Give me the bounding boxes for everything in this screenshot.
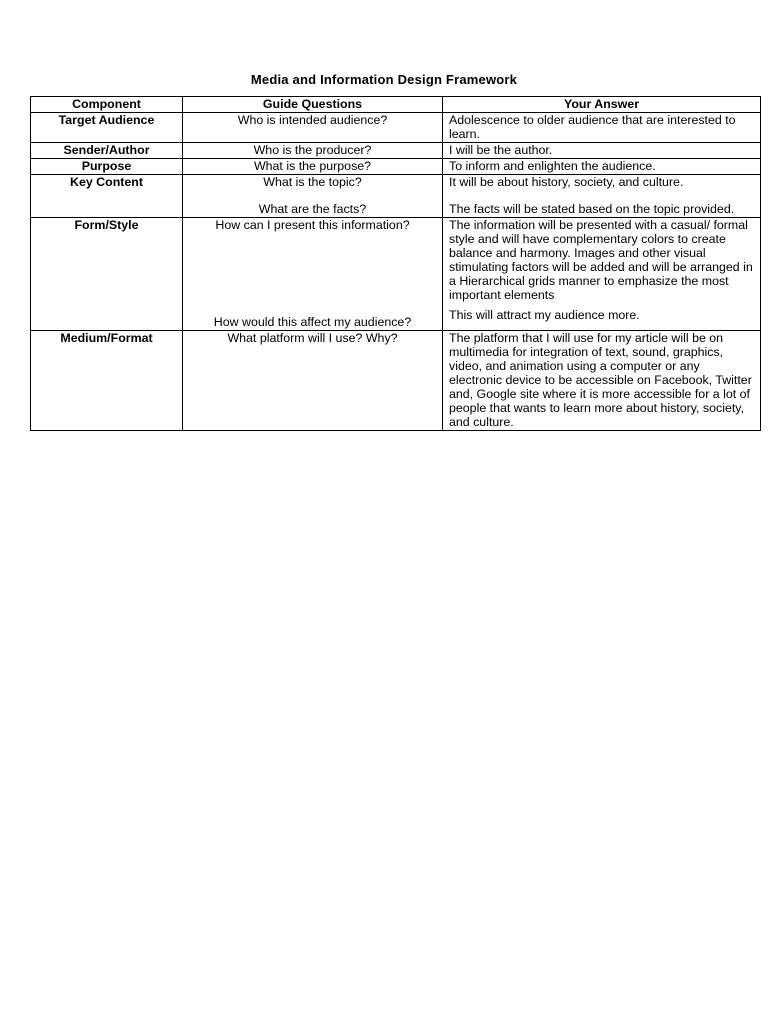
- answer-cell: [443, 331, 761, 431]
- component-cell: Medium/Format: [31, 331, 183, 431]
- guide-question: How can I present this information?: [215, 218, 410, 232]
- answer-text: Adolescence to older audience that are interested to learn.: [449, 113, 736, 141]
- guide-question: Who is intended audience?: [237, 113, 388, 127]
- header-your-answer: Your Answer: [443, 97, 761, 113]
- answer-text: This will attract my audience more.: [449, 308, 640, 322]
- question-cell: [183, 218, 443, 331]
- answer-text: I will be the author.: [449, 143, 553, 157]
- component-cell: Form/Style: [31, 218, 183, 331]
- table-row: [31, 331, 761, 431]
- question-cell: [183, 113, 443, 143]
- answer-cell: [443, 143, 761, 159]
- answer-text: The facts will be stated based on the topic provided.: [449, 202, 735, 216]
- guide-question: What platform will I use? Why?: [227, 331, 398, 345]
- answer-text: The platform that I will use for my article will be on multimedia for integration of text, sound, graphics, video, and animation using a computer or any electronic device to be accessible on Facebook, Twitter and, Google site where it is more accessible for a lot of people that wants to learn more about history, society, and culture.: [449, 331, 752, 429]
- component-cell: Key Content: [31, 175, 183, 218]
- guide-question: What is the topic?: [263, 175, 362, 189]
- answer-text: It will be about history, society, and culture.: [449, 175, 684, 189]
- component-cell: Target Audience: [31, 113, 183, 143]
- answer-cell: [443, 218, 761, 331]
- page-title: Media and Information Design Framework: [250, 72, 518, 87]
- table-row: [31, 113, 761, 143]
- guide-question: What is the purpose?: [253, 159, 372, 173]
- guide-question: What are the facts?: [258, 202, 367, 216]
- guide-question: How would this affect my audience?: [213, 315, 412, 329]
- answer-cell: [443, 113, 761, 143]
- answer-cell: [443, 159, 761, 175]
- table-row: [31, 175, 761, 218]
- answer-text: The information will be presented with a casual/ formal style and will have complementary colors to create balance and harmony. Images and other visual stimulating factors will be added and will be arranged in a Hierarchical grids manner to emphasize the most important elements: [449, 218, 753, 302]
- framework-table: [30, 96, 761, 431]
- header-row: [31, 97, 761, 113]
- header-component: Component: [31, 97, 183, 113]
- table-row: [31, 143, 761, 159]
- question-cell: [183, 143, 443, 159]
- question-cell: [183, 331, 443, 431]
- question-cell: [183, 175, 443, 218]
- answer-cell: [443, 175, 761, 218]
- answer-text: To inform and enlighten the audience.: [449, 159, 656, 173]
- component-cell: Purpose: [31, 159, 183, 175]
- header-guide-questions: Guide Questions: [183, 97, 443, 113]
- table-row: [31, 159, 761, 175]
- table-row: [31, 218, 761, 331]
- question-cell: [183, 159, 443, 175]
- guide-question: Who is the producer?: [253, 143, 372, 157]
- component-cell: Sender/Author: [31, 143, 183, 159]
